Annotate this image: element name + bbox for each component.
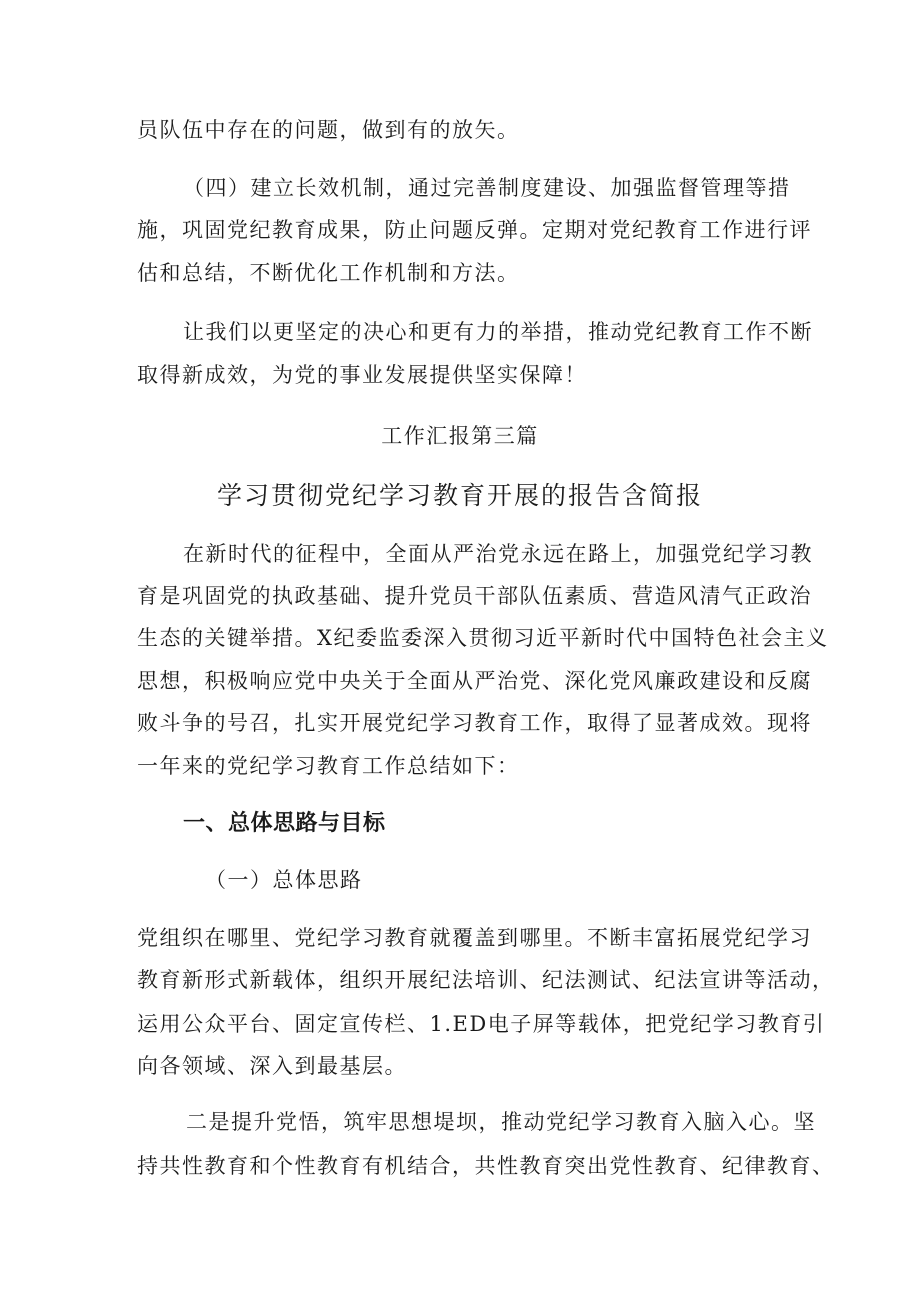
paragraph-line: 员队伍中存在的问题，做到有的放矢。 <box>137 118 520 142</box>
paragraph-line: 败斗争的号召，扎实开展党纪学习教育工作，取得了显著成效。现将 <box>137 711 812 735</box>
paragraph-line: 二是提升党悟，筑牢思想堤坝，推动党纪学习教育入脑入心。坚 <box>186 1110 816 1134</box>
document-title: 学习贯彻党纪学习教育开展的报告含简报 <box>216 481 703 510</box>
paragraph-line: 估和总结，不断优化工作机制和方法。 <box>137 261 520 285</box>
paragraph-line: 思想，积极响应党中央关于全面从严治党、深化党风廉政建设和反腐 <box>137 669 812 693</box>
heading-level-2: （一）总体思路 <box>205 868 363 892</box>
paragraph-line: 取得新成效，为党的事业发展提供坚实保障！ <box>137 363 587 387</box>
paragraph-line: 让我们以更坚定的决心和更有力的举措，推动党纪教育工作不断 <box>183 320 813 344</box>
heading-level-1: 一、总体思路与目标 <box>183 811 386 836</box>
paragraph-line: （四）建立长效机制，通过完善制度建设、加强监督管理等措 <box>183 176 791 200</box>
paragraph-line: 在新时代的征程中，全面从严治党永远在路上，加强党纪学习教 <box>183 542 813 566</box>
paragraph-line: 一年来的党纪学习教育工作总结如下： <box>137 754 520 778</box>
paragraph-line: 育是巩固党的执政基础、提升党员干部队伍素质、营造风清气正政治 <box>137 584 812 608</box>
paragraph-line: 施，巩固党纪教育成果，防止问题反弹。定期对党纪教育工作进行评 <box>137 218 812 242</box>
paragraph-line: 生态的关键举措。X纪委监委深入贯彻习近平新时代中国特色社会主义 <box>137 626 829 650</box>
paragraph-line: 运用公众平台、固定宣传栏、1.ED电子屏等载体，把党纪学习教育引 <box>137 1012 826 1036</box>
paragraph-line: 党组织在哪里、党纪学习教育就覆盖到哪里。不断丰富拓展党纪学习 <box>137 926 812 950</box>
paragraph-line: 持共性教育和个性教育有机结合，共性教育突出党性教育、纪律教育、 <box>137 1154 835 1178</box>
paragraph-line: 教育新形式新载体，组织开展纪法培训、纪法测试、纪法宣讲等活动， <box>137 968 835 992</box>
paragraph-line: 向各领域、深入到最基层。 <box>137 1054 407 1078</box>
section-title: 工作汇报第三篇 <box>381 424 539 448</box>
